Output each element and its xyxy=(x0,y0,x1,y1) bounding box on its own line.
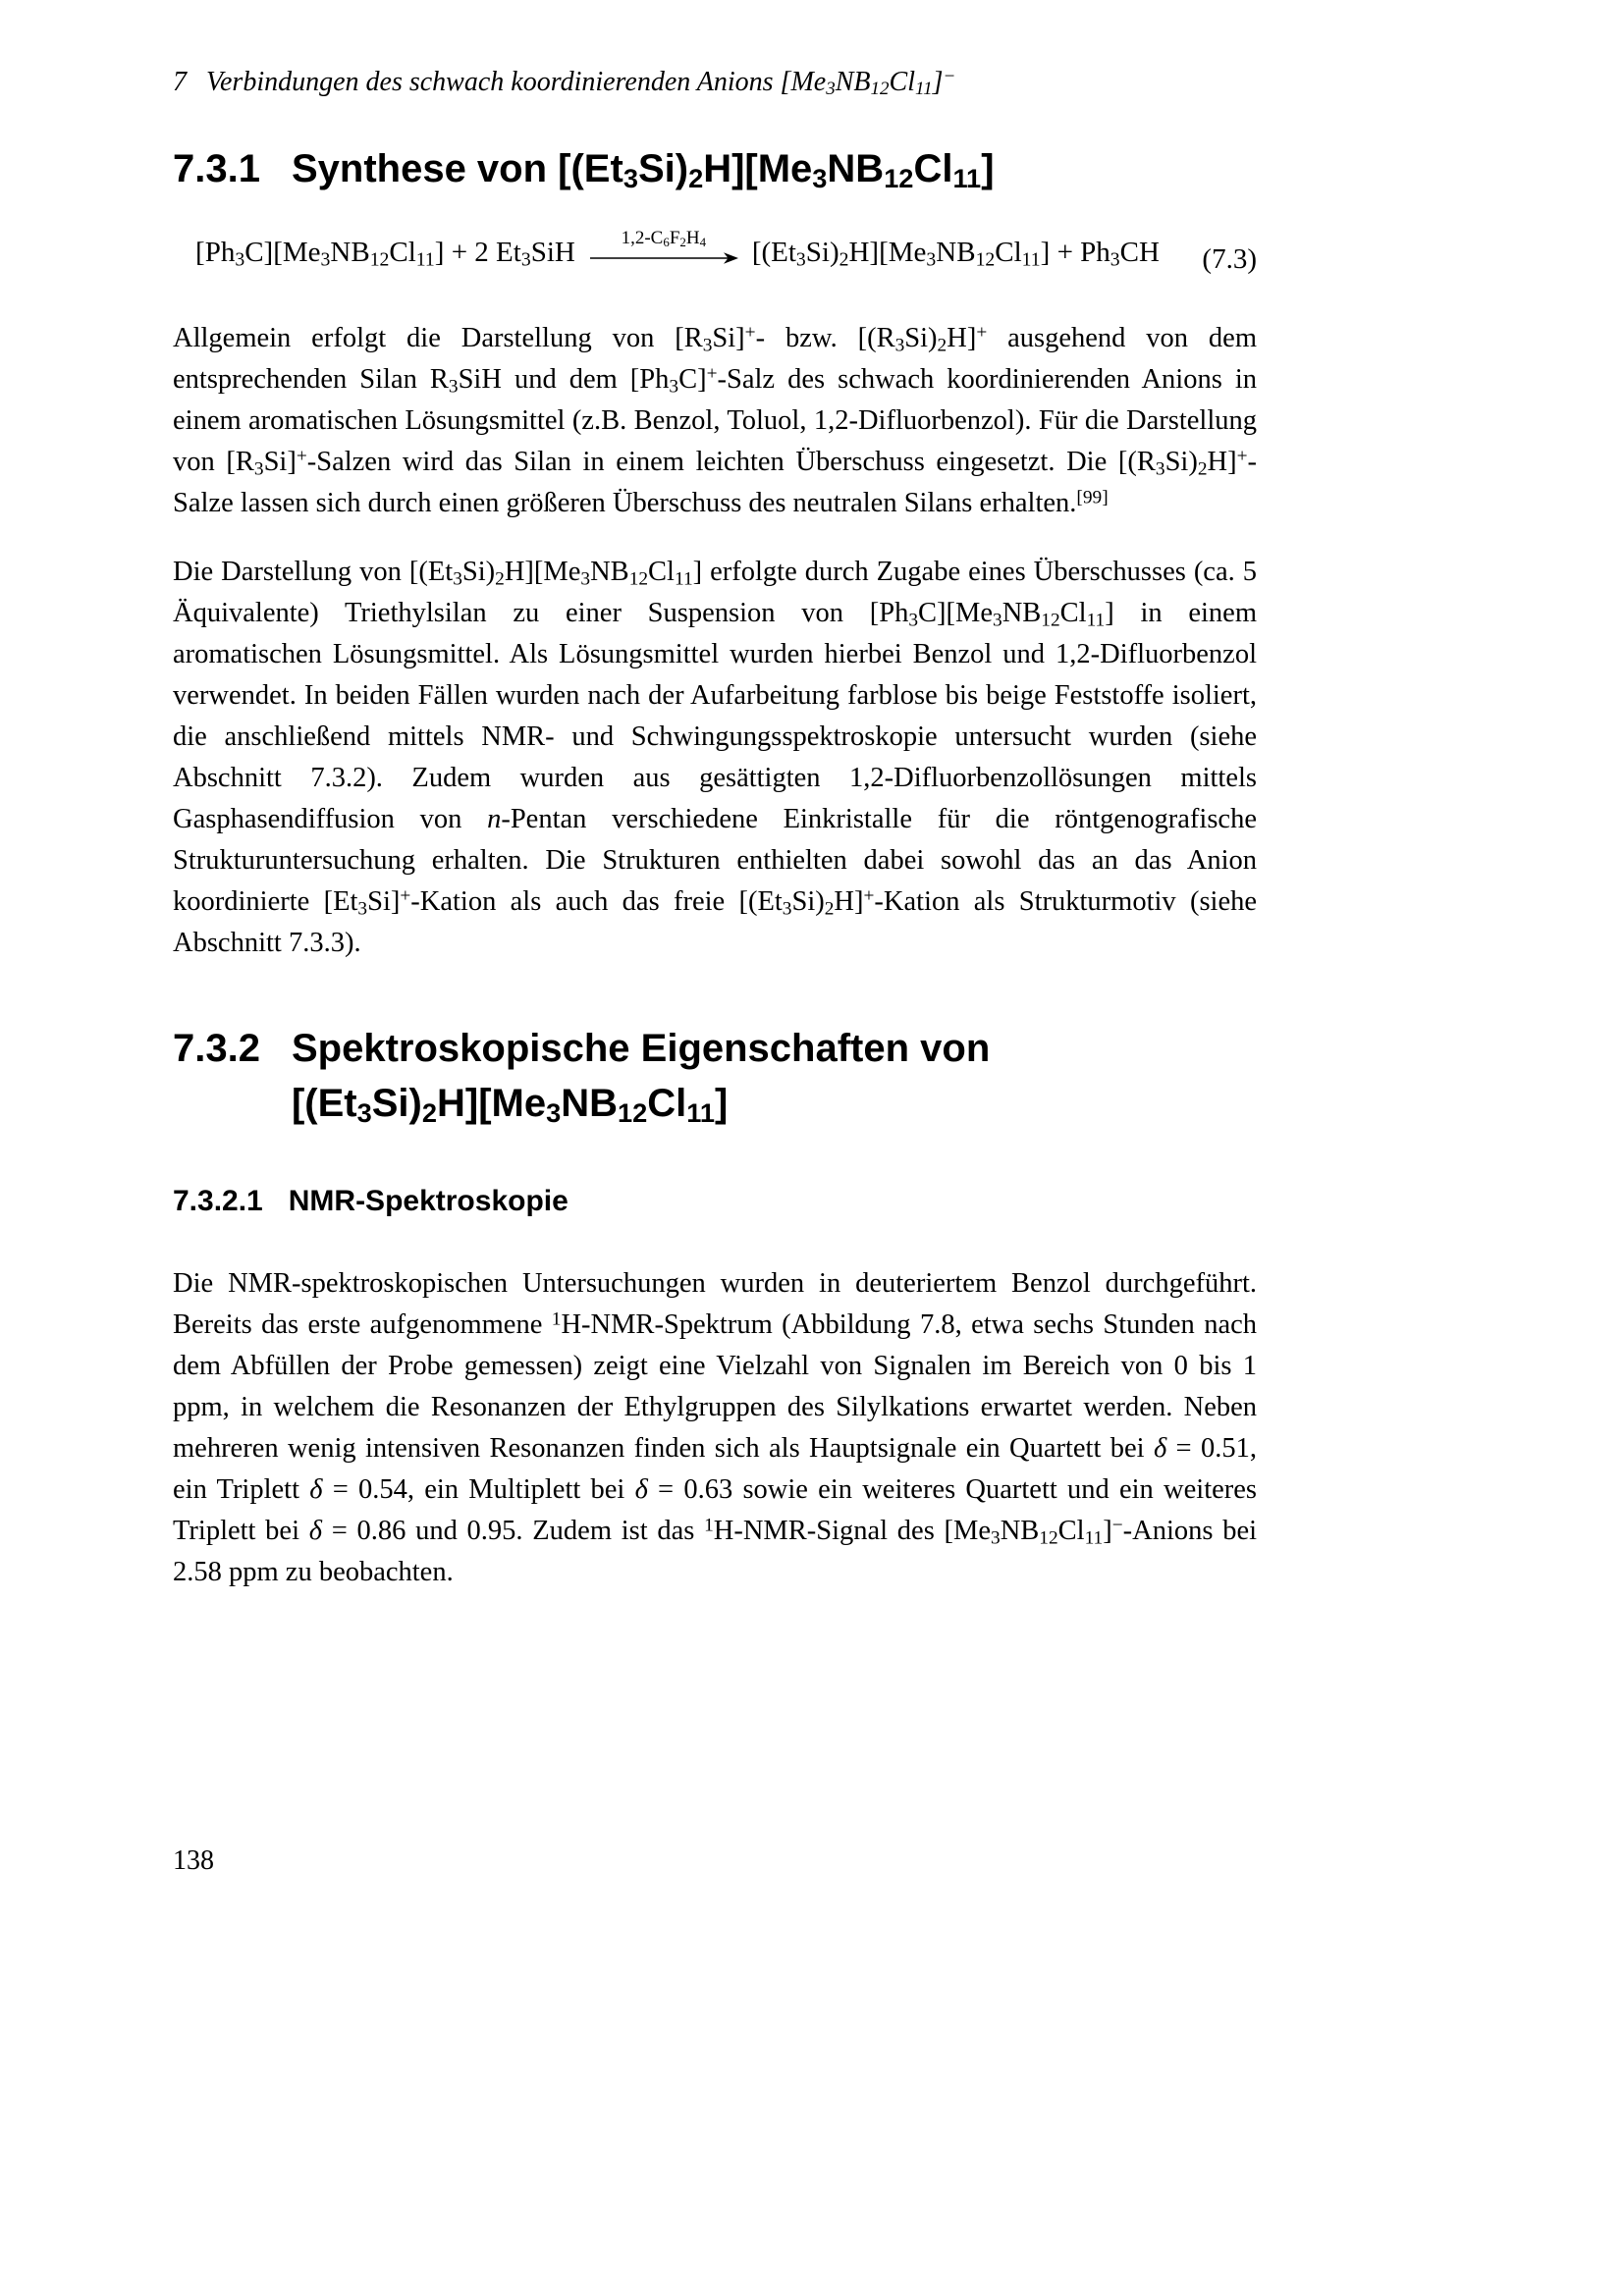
page-number: 138 xyxy=(173,1845,214,1876)
equation-rhs: $[(Et_3Si)_2H][Me_3NB_{12}Cl_{11}] + Ph_3CH$ xyxy=(751,236,1160,270)
running-header xyxy=(173,65,1257,100)
reaction-equation xyxy=(173,228,1257,275)
section-title-732-line2: $[(Et_3Si)_2H][Me_3NB_{12}Cl_{11}]$ xyxy=(291,1082,729,1128)
text-block xyxy=(173,65,1257,1621)
subsection-heading-7321 xyxy=(173,1182,1257,1220)
reaction-arrow xyxy=(589,228,738,265)
section-title-731: Synthese von $[(Et_3Si)_2H][Me_3NB_{12}Cl_{11}]$ xyxy=(291,147,995,193)
equation-lhs: $[Ph_3C][Me_3NB_{12}Cl_{11}] + 2$ $Et_3SiH$ xyxy=(195,236,575,270)
subsection-title-7321: NMR-Spektroskopie xyxy=(288,1185,568,1217)
section-number-732: 7.3.2 xyxy=(173,1027,260,1070)
section-number-731: 7.3.1 xyxy=(173,147,260,190)
running-header-chapter-number: 7 xyxy=(173,67,187,97)
equation-number: (7.3) xyxy=(1202,242,1257,275)
paragraph-general-synthesis: Allgemein erfolgt die Darstellung von $[R_3Si]^+-$ bzw. $[(R_3Si)_2H]^+$ ausgehend von dem entsprechenden Silan $R_3SiH$ und dem $[Ph_3C]^+$-Salz des schwach koordinierenden Anions in einem aromatischen Lösungsmittel (z.B. Benzol, Toluol, 1,2-Difluorbenzol). Für die Darstellung von $[R_3Si]^+$-Salzen wird das Silan in einem leichten Überschuss eingesetzt. Die $[(R_3Si)_2H]^+$-Salze lassen sich durch einen größeren Überschuss des neutralen Silans erhalten.[99] xyxy=(173,322,1258,518)
subsection-number-7321: 7.3.2.1 xyxy=(173,1185,263,1217)
section-heading-731 xyxy=(173,141,1257,196)
section-heading-732 xyxy=(173,1021,1257,1131)
reaction-equation-body xyxy=(173,228,1257,271)
right-arrow-icon xyxy=(589,251,738,265)
paragraph-nmr-spectroscopy: Die NMR-spektroskopischen Untersuchungen wurden in deuteriertem Benzol durchgeführt. Bereits das erste aufgenommene $^1$H-NMR-Spektrum (Abbildung 7.8, etwa sechs Stunden nach dem Abfüllen der Probe gemessen) zeigt eine Vielzahl von Signalen im Bereich von 0 bis 1 ppm, in welchem die Resonanzen der Ethylgruppen des Silylkations erwartet werden. Neben mehreren wenig intensiven Resonanzen finden sich als Hauptsignale ein Quartett bei δ = 0.51, ein Triplett δ = 0.54, ein Multiplett bei δ = 0.63 sowie ein weiteres Quartett und ein weiteres Triplett bei δ = 0.86 und 0.95. Zudem ist das $^1$H-NMR-Signal des $[Me_3NB_{12}Cl_{11}]^-$-Anions bei 2.58 ppm zu beobachten. xyxy=(173,1268,1258,1587)
paragraph-specific-synthesis: Die Darstellung von $[(Et_3Si)_2H][Me_3NB_{12}Cl_{11}]$ erfolgte durch Zugabe eines Überschusses (ca. 5 Äquivalente) Triethylsilan zu einer Suspension von $[Ph_3C][Me_3NB_{12}Cl_{11}]$ in einem aromatischen Lösungsmittel. Als Lösungsmittel wurden hierbei Benzol und 1,2-Difluorbenzol verwendet. In beiden Fällen wurden nach der Aufarbeitung farblose bis beige Feststoffe isoliert, die anschließend mittels NMR- und Schwingungsspektroskopie untersucht wurden (siehe Abschnitt 7.3.2). Zudem wurden aus gesättigten 1,2-Difluorbenzollösungen mittels Gasphasendiffusion von n-Pentan verschiedene Einkristalle für die röntgenografische Strukturuntersuchung erhalten. Die Strukturen enthielten dabei sowohl das an das Anion koordinierte $[Et_3Si]^+$-Kation als auch das freie $[(Et_3Si)_2H]^+$-Kation als Strukturmotiv (siehe Abschnitt 7.3.3). xyxy=(173,557,1257,958)
section-title-732-line1: Spektroskopische Eigenschaften von xyxy=(291,1027,991,1070)
section-title-732 xyxy=(292,1021,990,1131)
reaction-condition-label: $1,2-C_6F_2H_4$ xyxy=(621,228,707,249)
running-header-text: Verbindungen des schwach koordinierenden Anions $[Me_3NB_{12}Cl_{11}]^-$ xyxy=(206,66,956,100)
